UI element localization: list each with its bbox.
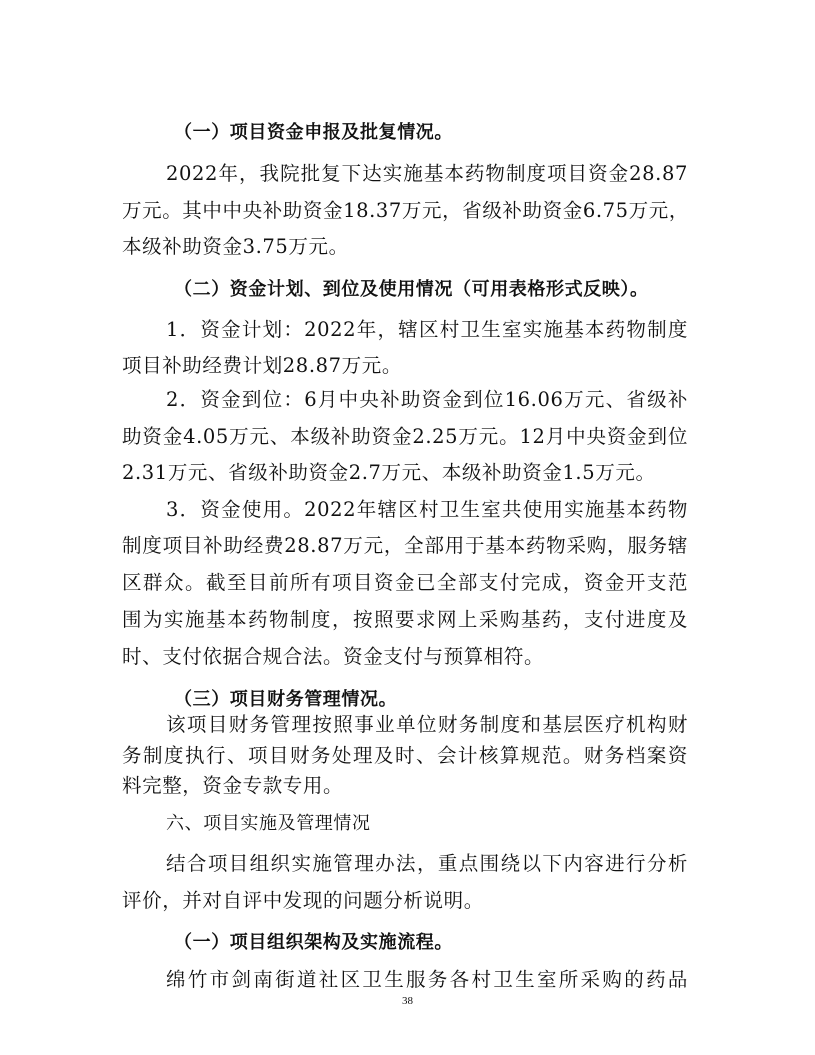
paragraph-line: 结合项目组织实施管理办法，重点围绕以下内容进行分析: [166, 852, 688, 875]
paragraph-line: 1．资金计划：2022年，辖区村卫生室实施基本药物制度: [166, 318, 688, 341]
paragraph-line: 料完整，资金专款专用。: [122, 774, 344, 797]
paragraph-line: 本级补助资金3.75万元。: [122, 235, 349, 258]
section-heading-project-implementation: 六、项目实施及管理情况: [166, 813, 371, 834]
section-heading-funding-approval: （一）项目资金申报及批复情况。: [174, 122, 453, 143]
paragraph-line: 绵竹市剑南街道社区卫生服务各村卫生室所采购的药品: [166, 968, 688, 991]
paragraph-line: 务制度执行、项目财务处理及时、会计核算规范。财务档案资: [122, 744, 688, 767]
paragraph-line: 区群众。截至目前所有项目资金已全部支付完成，资金开支范: [122, 571, 688, 594]
paragraph-line: 2022年，我院批复下达实施基本药物制度项目资金28.87: [166, 162, 688, 185]
paragraph-line: 项目补助经费计划28.87万元。: [122, 354, 402, 377]
paragraph-line: 3．资金使用。2022年辖区村卫生室共使用实施基本药物: [166, 498, 688, 521]
paragraph-line: 2．资金到位：6月中央补助资金到位16.06万元、省级补: [166, 388, 688, 411]
paragraph-line: 时、支付依据合规合法。资金支付与预算相符。: [122, 645, 545, 668]
section-heading-org-structure: （一）项目组织架构及实施流程。: [174, 932, 453, 953]
paragraph-line: 制度项目补助经费28.87万元，全部用于基本药物采购，服务辖: [122, 534, 688, 557]
paragraph-line: 万元。其中中央补助资金18.37万元，省级补助资金6.75万元，: [122, 199, 689, 222]
paragraph-line: 2.31万元、省级补助资金2.7万元、本级补助资金1.5万元。: [122, 461, 656, 484]
paragraph-line: 围为实施基本药物制度，按照要求网上采购基药，支付进度及: [122, 608, 688, 631]
section-heading-funding-plan: （二）资金计划、到位及使用情况（可用表格形式反映）。: [174, 279, 649, 300]
page-number: 38: [402, 995, 413, 1007]
paragraph-line: 该项目财务管理按照事业单位财务制度和基层医疗机构财: [166, 713, 688, 736]
paragraph-line: 评价，并对自评中发现的问题分析说明。: [122, 889, 484, 912]
section-heading-financial-management: （三）项目财务管理情况。: [174, 689, 398, 710]
paragraph-line: 助资金4.05万元、本级补助资金2.25万元。12月中央资金到位: [122, 425, 688, 448]
